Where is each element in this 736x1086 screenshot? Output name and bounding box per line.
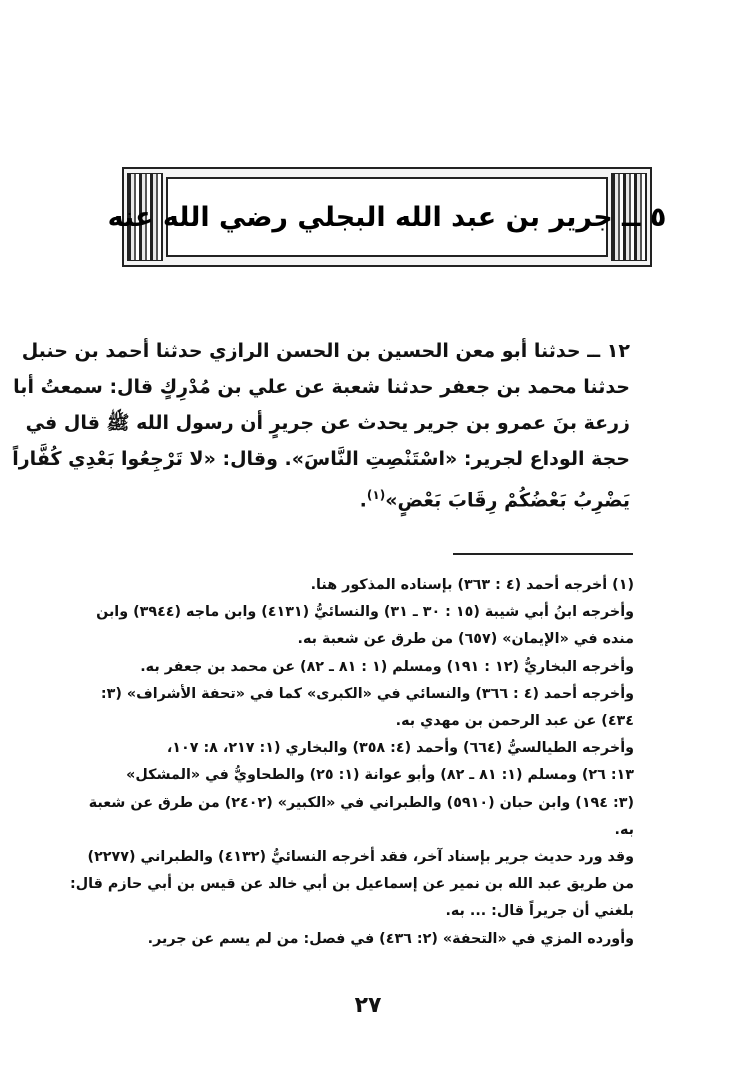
hadith-line-last: يَضْرِبُ بَعْضُكُمْ رِقَابَ بَعْضٍ»$^{(١)}$. <box>359 488 630 512</box>
footnote-divider <box>453 553 633 555</box>
footnote-line: وأخرجه الطيالسيُّ (٦٦٤) وأحمد (٤: ٣٥٨) والبخاري (١: ٢١٧، ٨: ١٠٧، <box>166 740 634 757</box>
hadith-text <box>12 333 630 518</box>
hadith-line: حدثنا محمد بن جعفر حدثنا شعبة عن علي بن مُدْرِكٍ قال: سمعتُ أبا <box>13 376 630 398</box>
footnote-line: (٣: ١٩٤) وابن حبان (٥٩١٠) والطبراني في «الكبير» (٢٤٠٢) من طرق عن شعبة <box>88 794 634 811</box>
chapter-title-frame <box>107 177 667 257</box>
chapter-title: ٥ ــ جرير بن عبد الله البجلي رضي الله عنه <box>107 201 667 233</box>
footnote-line: منده في «الإيمان» (٦٥٧) من طرق عن شعبة به. <box>297 631 634 648</box>
footnote-line: من طريق عبد الله بن نمير عن إسماعيل بن أبي خالد عن قيس بن أبي حازم قال: <box>70 876 634 893</box>
footnote-line: وأخرجه البخاريُّ (١٢ : ١٩١) ومسلم (١ : ٨١ ـ ٨٢) عن محمد بن جعفر به. <box>140 658 634 675</box>
footnotes <box>70 572 634 953</box>
footnote-line: (١) أخرجه أحمد (٤ : ٣٦٣) بإسناده المذكور هنا. <box>310 577 634 593</box>
footnote-line: وأورده المزي في «التحفة» (٢: ٤٣٦) في فصل: من لم يسم عن جرير. <box>147 930 634 947</box>
hadith-line: ١٢ ــ حدثنا أبو معن الحسين بن الحسن الرازي حدثنا أحمد بن حنبل <box>21 340 630 362</box>
footnote-line: وأخرجه أحمد (٤ : ٣٦٦) والنسائي في «الكبرى» كما في «تحفة الأشراف» (٣: <box>100 685 634 702</box>
footnote-line: ١٣: ٢٦) ومسلم (١: ٨١ ـ ٨٢) وأبو عوانة (١: ٢٥) والطحاويُّ في «المشكل» <box>126 767 634 784</box>
chapter-title-banner <box>107 167 667 267</box>
footnote-marker: (١) <box>366 488 386 502</box>
footnote-line: ٤٣٤) عن عبد الرحمن بن مهدي به. <box>395 713 634 730</box>
hadith-line: يَضْرِبُ بَعْضُكُمْ رِقَابَ بَعْضٍ» <box>385 489 630 512</box>
footnote-line: وقد ورد حديث جرير بإسناد آخر، فقد أخرجه النسائيُّ (٤١٣٢) والطبراني (٢٢٧٧) <box>87 849 634 866</box>
hadith-line: زرعة بنَ عمرو بن جرير يحدث عن جريرٍ أن رسول الله ﷺ قال في <box>25 412 630 434</box>
page-number: ٢٧ <box>354 993 382 1018</box>
hadith-line: حجة الوداع لجرير: «اسْتَنْصِتِ النَّاسَ». وقال: «لا تَرْجِعُوا بَعْدِي كُفَّاراً <box>12 448 630 470</box>
footnote-line: وأخرجه ابنُ أبي شيبة (١٥ : ٣٠ ـ ٣١) والنسائيُّ (٤١٣١) وابن ماجه (٣٩٤٤) وابن <box>96 604 634 621</box>
footnote-line: به. <box>614 821 634 838</box>
footnote-line: بلغني أن جريراً قال: ... به. <box>445 903 634 920</box>
